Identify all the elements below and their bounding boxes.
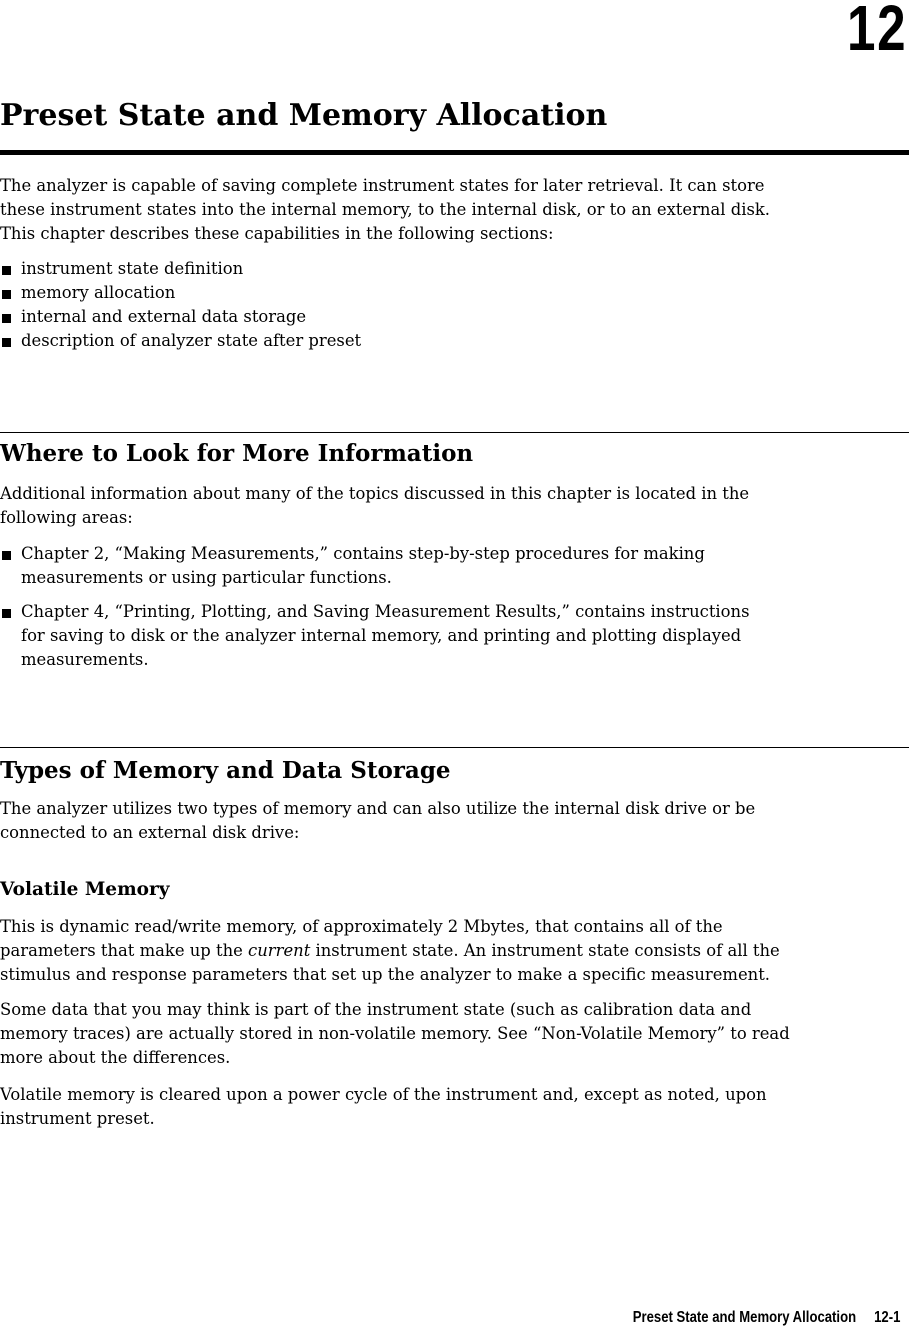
emphasis-current: current: [248, 941, 311, 960]
more-info-bullet-list: [0, 600, 905, 672]
chapter-number: 12: [846, 0, 907, 64]
subsection-title-volatile-memory: Volatile Memory: [0, 879, 170, 900]
section-title-types: Types of Memory and Data Storage: [0, 757, 451, 784]
volatile-paragraph-1: This is dynamic read/write memory, of approximately 2 Mbytes, that contains all of the parameters that make up the current instrument state. An instrument state consists of all the stimulus and response parameters that set up the analyzer to make a specific measurement.: [0, 917, 780, 984]
chapter-title-rule: [0, 150, 909, 155]
bullet-square-icon: [2, 314, 11, 323]
bullet-item: Chapter 4, “Printing, Plotting, and Saving Measurement Results,” contains instructions for saving to disk or the analyzer internal memory, and printing and plotting displayed measurements.: [0, 600, 905, 672]
types-intro: The analyzer utilizes two types of memory and can also utilize the internal disk drive or be connected to an external disk drive:: [0, 799, 756, 842]
bullet-item: instrument state definition: [0, 257, 905, 281]
page-footer: [632, 1306, 900, 1330]
bullet-square-icon: [2, 609, 11, 618]
section-title-more-info: Where to Look for More Information: [0, 440, 474, 467]
bullet-square-icon: [2, 338, 11, 347]
intro-line: these instrument states into the internal memory, to the internal disk, or to an external disk.: [0, 200, 770, 219]
bullet-square-icon: [2, 551, 11, 560]
intro-line: This chapter describes these capabilities in the following sections:: [0, 224, 554, 243]
bullet-square-icon: [2, 290, 11, 299]
intro-paragraph: [0, 174, 905, 246]
bullet-square-icon: [2, 266, 11, 275]
footer-page-number: 12-1: [873, 1309, 900, 1326]
footer-title: Preset State and Memory Allocation: [632, 1309, 856, 1326]
more-info-bullet-list: [0, 542, 905, 590]
section-rule: [0, 747, 909, 748]
bullet-item: memory allocation: [0, 281, 905, 305]
section-rule: [0, 432, 909, 433]
intro-line: The analyzer is capable of saving complete instrument states for later retrieval. It can store: [0, 176, 765, 195]
bullet-item: Chapter 2, “Making Measurements,” contains step-by-step procedures for making measurements or using particular functions.: [0, 542, 905, 590]
more-info-intro: Additional information about many of the topics discussed in this chapter is located in the following areas:: [0, 484, 750, 527]
volatile-paragraph-3: Volatile memory is cleared upon a power cycle of the instrument and, except as noted, upon instrument preset.: [0, 1085, 767, 1128]
chapter-title: Preset State and Memory Allocation: [0, 98, 608, 133]
volatile-paragraph-2: Some data that you may think is part of the instrument state (such as calibration data and memory traces) are actually stored in non-volatile memory. See “Non-Volatile Memory” to read more about the differences.: [0, 1000, 790, 1067]
bullet-item: description of analyzer state after preset: [0, 329, 905, 353]
bullet-item: internal and external data storage: [0, 305, 905, 329]
intro-bullet-list: [0, 257, 905, 353]
